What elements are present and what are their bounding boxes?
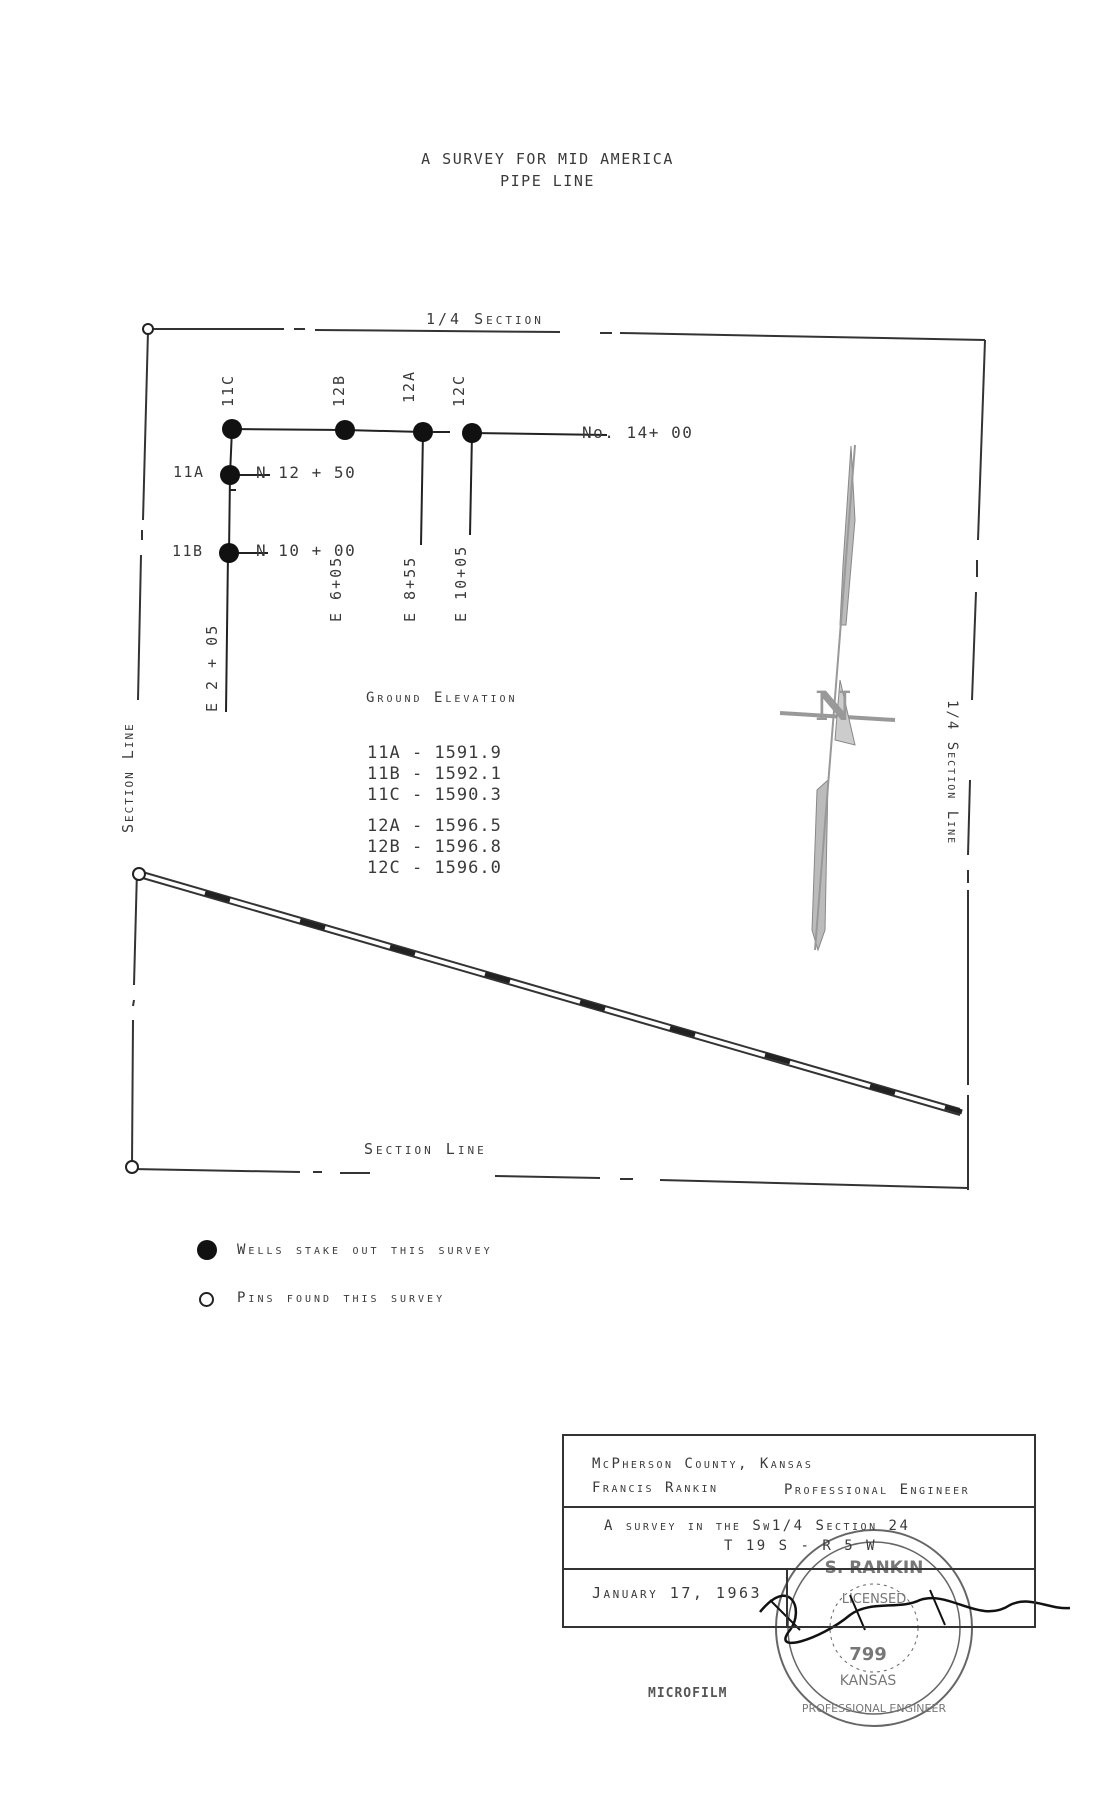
well-12A [413, 422, 433, 442]
well-11C-label: 11C [219, 373, 237, 407]
seal-name: S. RANKIN [824, 1558, 924, 1578]
title-block-divider [786, 1568, 788, 1626]
legend-pin-icon [199, 1292, 214, 1307]
station-e-2-05-label: E 2 + 05 [203, 623, 221, 712]
well-11A [220, 465, 240, 485]
bottom-section-line-label: Section Line [364, 1140, 487, 1158]
station-n-10-00-label: N 10 + 00 [256, 541, 357, 560]
elevation-row-11B: 11B - 1592.1 [367, 764, 502, 784]
seal-profession: PROFESSIONAL ENGINEER [801, 1702, 947, 1715]
legend-well-icon [197, 1240, 217, 1260]
survey-description-line1: A survey in the Sw1/4 Section 24 [604, 1518, 911, 1534]
pipeline-line-a [139, 871, 960, 1109]
pin-west [133, 868, 145, 880]
elevation-row-11C: 11C - 1590.3 [367, 785, 502, 805]
seal-number: 799 [849, 1644, 887, 1665]
survey-date: January 17, 1963 [592, 1584, 763, 1602]
pin-southwest [126, 1161, 138, 1173]
left-boundary-line [143, 331, 148, 520]
north-letter: N [815, 683, 852, 730]
bottom-boundary-line [132, 1169, 300, 1172]
ground-elevation-heading: Ground Elevation [366, 690, 518, 706]
pin-northwest [143, 324, 153, 334]
title-block [562, 1434, 1036, 1628]
elevation-row-11A: 11A - 1591.9 [367, 743, 502, 763]
station-e-8-55-label: E 8+55 [401, 555, 419, 622]
top-quarter-section-label: 1/4 Section [426, 310, 544, 328]
seal-state: KANSAS [839, 1673, 897, 1689]
county-text: McPherson County, Kansas [592, 1456, 814, 1472]
legend-pins-text: Pins found this survey [237, 1290, 446, 1306]
pipeline-line-b [139, 877, 960, 1115]
left-section-line-label: Section Line [119, 722, 137, 833]
elevation-row-12B: 12B - 1596.8 [367, 837, 502, 857]
engineer-title-text: Professional Engineer [784, 1482, 971, 1498]
well-11B [219, 543, 239, 563]
well-12C-label: 12C [450, 373, 468, 407]
station-n-12-50-label: N 12 + 50 [256, 463, 357, 482]
elevation-row-12A: 12A - 1596.5 [367, 816, 502, 836]
seal-license: LICENSED [841, 1592, 907, 1607]
well-11A-label: 11A [173, 463, 205, 481]
microfilm-stamp: MICROFILM [648, 1686, 728, 1701]
well-12B-label: 12B [330, 373, 348, 407]
well-12A-label: 12A [400, 369, 418, 403]
survey-title-line1: A SURVEY FOR MID AMERICA [421, 150, 674, 168]
well-11B-label: 11B [172, 542, 204, 560]
well-12C [462, 423, 482, 443]
station-no-14-label: No. 14+ 00 [582, 423, 694, 442]
survey-description-line2: T 19 S - R 5 W [724, 1538, 878, 1554]
elevation-row-12C: 12C - 1596.0 [367, 858, 502, 878]
survey-title-line2: PIPE LINE [500, 172, 595, 190]
engineer-name-text: Francis Rankin [592, 1480, 719, 1496]
station-e-10-05-label: E 10+05 [452, 544, 470, 622]
right-quarter-section-line-label: 1/4 Section Line [944, 700, 960, 846]
legend-wells-text: Wells stake out this survey [237, 1242, 493, 1258]
station-e-6-05-label: E 6+05 [327, 555, 345, 622]
well-11C [222, 419, 242, 439]
well-12B [335, 420, 355, 440]
right-boundary-line [978, 340, 985, 540]
